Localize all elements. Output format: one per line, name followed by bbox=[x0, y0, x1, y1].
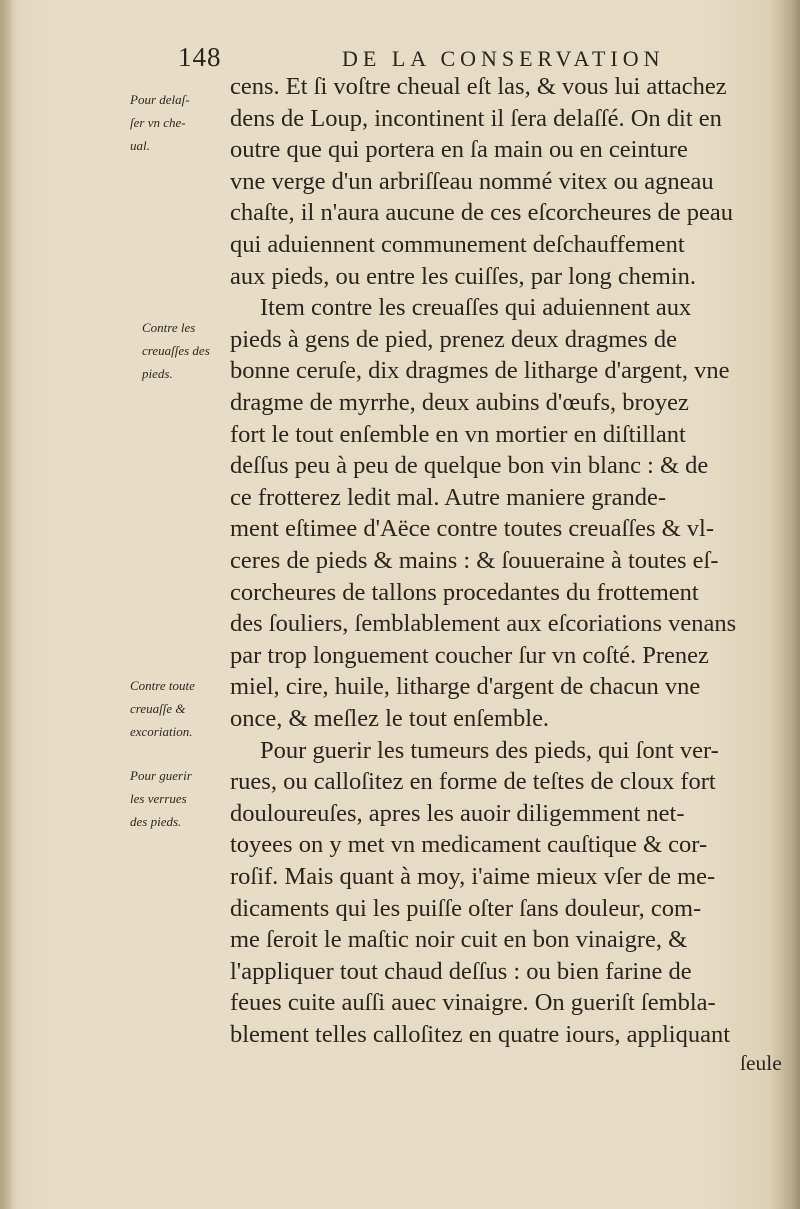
margin-note-line: ual. bbox=[130, 138, 150, 153]
running-head: DE LA CONSERVATION bbox=[342, 46, 665, 71]
margin-note-line: Pour delaſ- bbox=[130, 92, 190, 107]
text-line: pieds à gens de pied, prenez deux dragmes de bbox=[230, 325, 677, 353]
text-line: aux pieds, ou entre les cuiſſes, par long chemin. bbox=[230, 262, 697, 290]
text-line: dens de Loup, incontinent il ſera delaſſé. On dit en bbox=[230, 104, 722, 132]
text-line: once, & meſlez le tout enſemble. bbox=[230, 705, 550, 732]
margin-note-line: Contre toute bbox=[130, 678, 195, 693]
text-line: par trop longuement coucher ſur vn coſté. Prenez bbox=[230, 641, 709, 669]
margin-note-verrues-pieds bbox=[130, 764, 240, 833]
text-line: corcheures de tallons procedantes du frottement bbox=[230, 578, 699, 606]
margin-note-line: les verrues bbox=[130, 791, 187, 806]
margin-notes bbox=[0, 0, 230, 1209]
page-number: 148 bbox=[178, 42, 222, 72]
text-line: bonne ceruſe, dix dragmes de litharge d'argent, vne bbox=[230, 357, 730, 385]
catchword: ſeule bbox=[740, 1051, 782, 1075]
text-line: l'appliquer tout chaud deſſus : ou bien farine de bbox=[230, 957, 692, 985]
text-line: deſſus peu à peu de quelque bon vin blanc : & de bbox=[230, 452, 709, 480]
margin-note-line: Contre les bbox=[142, 320, 196, 335]
text-line: rues, ou calloſitez en forme de teſtes de cloux fort bbox=[230, 768, 716, 796]
margin-note-line: excoriation. bbox=[130, 724, 193, 739]
margin-note-line: pieds. bbox=[142, 366, 173, 381]
margin-note-line: Pour guerir bbox=[130, 768, 192, 783]
text-line: ce frotterez ledit mal. Autre maniere grande- bbox=[230, 483, 667, 511]
text-line: vne verge d'un arbriſſeau nommé vitex ou agneau bbox=[230, 167, 714, 195]
text-line: douloureuſes, apres les auoir diligemment net- bbox=[230, 799, 685, 827]
text-line: blement telles calloſitez en quatre iours, appliquant bbox=[230, 1021, 731, 1048]
text-line: feues cuite auſſi auec vinaigre. On gueriſt ſembla- bbox=[230, 989, 716, 1017]
text-line: Item contre les creuaſſes qui aduiennent aux bbox=[260, 294, 692, 322]
margin-note-line: creuaſſes des bbox=[142, 343, 210, 358]
text-line: des ſouliers, ſemblablement aux eſcoriations venans bbox=[230, 610, 737, 638]
margin-note-toute-creuasse bbox=[130, 674, 240, 743]
text-line: cens. Et ſi voſtre cheual eſt las, & vous lui attachez bbox=[230, 73, 727, 100]
text-line: me ſeroit le maſtic noir cuit en bon vinaigre, & bbox=[230, 926, 688, 954]
margin-note-delasser-cheval bbox=[130, 88, 240, 157]
margin-note-line: ſer vn che- bbox=[130, 115, 186, 130]
margin-note-line: des pieds. bbox=[130, 814, 182, 829]
text-line: fort le tout enſemble en vn mortier en diſtillant bbox=[230, 420, 686, 448]
text-line: chaſte, il n'aura aucune de ces eſcorcheures de peau bbox=[230, 199, 733, 227]
text-line: outre que qui portera en ſa main ou en ceinture bbox=[230, 136, 688, 164]
text-line: dicaments qui les puiſſe oſter ſans douleur, com- bbox=[230, 894, 702, 922]
text-line: dragme de myrrhe, deux aubins d'œufs, broyez bbox=[230, 389, 689, 416]
text-line: ment eſtimee d'Aëce contre toutes creuaſſes & vl- bbox=[230, 515, 715, 543]
text-line: toyees on y met vn medicament cauſtique & cor- bbox=[230, 831, 708, 859]
text-line: ceres de pieds & mains : & ſouueraine à toutes eſ- bbox=[230, 547, 719, 574]
text-line: miel, cire, huile, litharge d'argent de chacun vne bbox=[230, 673, 701, 701]
text-line: roſif. Mais quant à moy, i'aime mieux vſer de me- bbox=[230, 863, 716, 890]
text-line: qui aduiennent communement deſchauffement bbox=[230, 231, 685, 258]
margin-note-line: creuaſſe & bbox=[130, 701, 186, 716]
text-line: Pour guerir les tumeurs des pieds, qui ſont ver- bbox=[260, 736, 719, 764]
